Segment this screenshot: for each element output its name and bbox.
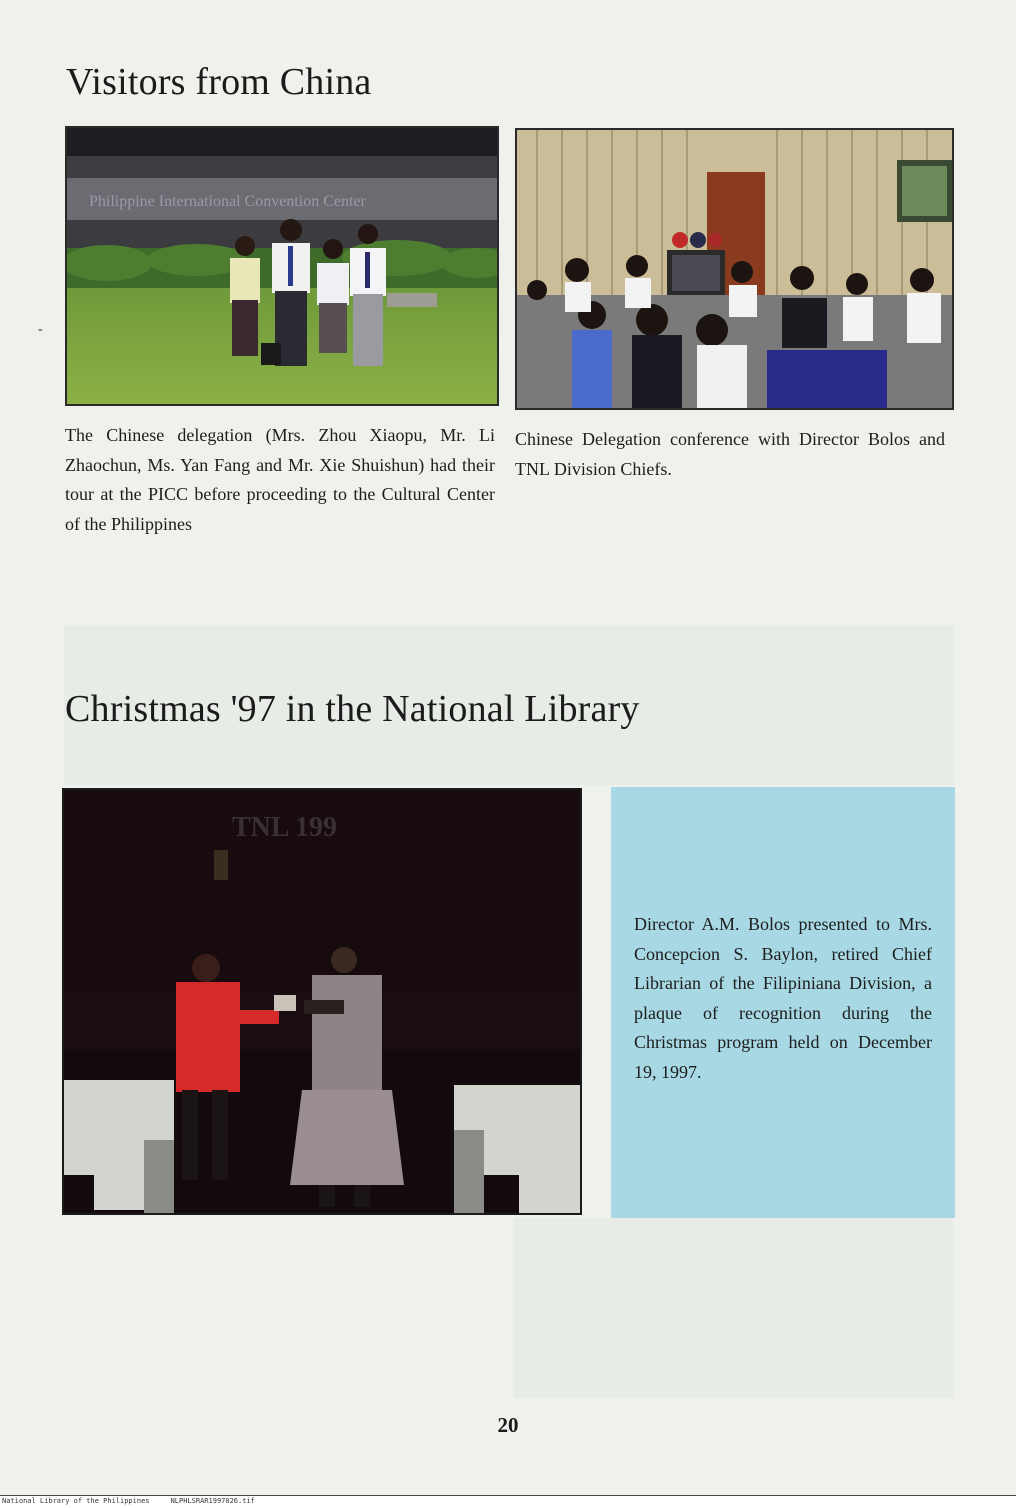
photo-delegation-conference [515,128,954,410]
caption-christmas-program: Director A.M. Bolos presented to Mrs. Concepcion S. Baylon, retired Chief Librarian of the Filipiniana Division, a plaque of recognition during the Christmas program held on December 19, 1997. [634,914,932,1082]
margin-mark: - [38,322,43,337]
stage-banner-text: TNL 199 [232,812,338,843]
footer-filename: NLPHLSRAR1997026.tif [170,1497,255,1505]
scan-footer-text [2,1497,255,1506]
photo-delegation-conference-image [517,130,952,408]
photo-christmas-program-image [64,790,580,1213]
photo-delegation-picc-image [67,128,497,404]
footer-source: National Library of the Philippines [2,1497,150,1505]
picc-sign-text: Philippine International Convention Center [89,193,366,210]
caption-delegation-conference: Chinese Delegation conference with Director Bolos and TNL Division Chiefs. [515,429,945,479]
photo-delegation-picc [65,126,499,406]
page-number: 20 [497,1413,519,1437]
show-through-area-lower [513,1218,953,1398]
section-title-visitors: Visitors from China [66,61,372,103]
section-title-christmas: Christmas '97 in the National Library [65,688,640,730]
caption-delegation-picc: The Chinese delegation (Mrs. Zhou Xiaopu, Mr. Li Zhaochun, Ms. Yan Fang and Mr. Xie Shuishun) had their tour at the PICC before proceeding to the Cultural Center of the Philippines [65,425,495,534]
photo-christmas-program [62,788,582,1215]
